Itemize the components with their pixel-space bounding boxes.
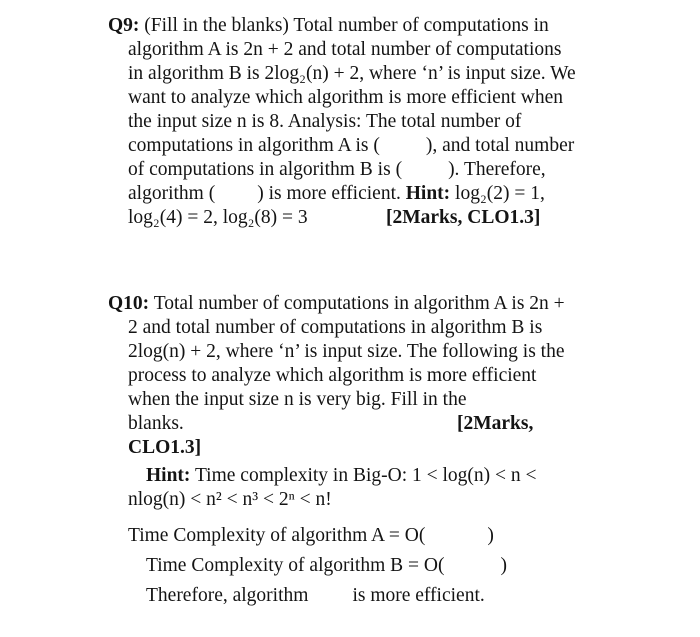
q10-tc-a-line — [128, 524, 494, 548]
q10-tc-a-close: ) — [487, 525, 494, 546]
q10-hint-label: Hint: — [146, 465, 191, 486]
q10-line-1 — [108, 292, 565, 316]
q9-line-5: the input size n is 8. Analysis: The total number of — [128, 111, 522, 132]
q9-number: Q9: — [108, 15, 140, 36]
q9-blank-c-suffix: ) is more efficient. — [257, 183, 401, 204]
q10-text-1: Total number of computations in algorithm A is 2n + — [153, 293, 565, 314]
q10-marks-b: CLO1.3] — [128, 437, 202, 458]
q10-hint-line-1 — [146, 464, 537, 488]
q9-blank-b-prefix: of computations in algorithm B is ( — [128, 159, 403, 180]
q9-blank-a-suffix: ), and total number — [425, 135, 575, 156]
q9-hint-text: log₂(2) = 1, — [455, 183, 545, 204]
q9-hint-label: Hint: — [405, 183, 451, 204]
q9-text-1: (Fill in the blanks) Total number of computations in — [144, 15, 549, 36]
q9-blank-b-suffix: ). Therefore, — [448, 159, 546, 180]
q9-line-2: algorithm A is 2n + 2 and total number of computations — [128, 39, 562, 60]
q10-line-3: 2log(n) + 2, where ‘n’ is input size. The following is the — [128, 341, 565, 362]
q10-marks-a: [2Marks, — [457, 413, 534, 434]
q10-line-6: blanks. — [128, 413, 184, 434]
q9-line-1 — [108, 14, 549, 38]
q9-line-9: log₂(4) = 2, log₂(8) = 3 — [128, 207, 308, 228]
q10-tc-b-line — [146, 554, 507, 578]
q10-line-2: 2 and total number of computations in algorithm B is — [128, 317, 543, 338]
q9-line-4: want to analyze which algorithm is more efficient when — [128, 87, 563, 108]
q9-blank-a-prefix: computations in algorithm A is ( — [128, 135, 380, 156]
q10-hint-line-2: nlog(n) < n² < n³ < 2ⁿ < n! — [128, 489, 332, 510]
q9-line-7 — [128, 158, 546, 182]
q10-tc-a-label: Time Complexity of algorithm A = O( — [128, 525, 426, 546]
q10-therefore-suffix: is more efficient. — [352, 585, 485, 606]
q10-line-4: process to analyze which algorithm is more efficient — [128, 365, 537, 386]
q10-number: Q10: — [108, 293, 150, 314]
q9-marks: [2Marks, CLO1.3] — [386, 207, 541, 228]
q10-tc-b-label: Time Complexity of algorithm B = O( — [146, 555, 445, 576]
q10-therefore-line — [146, 584, 485, 608]
q9-blank-c-prefix: algorithm ( — [128, 183, 216, 204]
q10-line-5: when the input size n is very big. Fill in the — [128, 389, 467, 410]
q10-hint-text: Time complexity in Big-O: 1 < log(n) < n < — [194, 465, 537, 486]
q9-line-3: in algorithm B is 2log₂(n) + 2, where ‘n’ is input size. We — [128, 63, 576, 84]
q10-therefore-prefix: Therefore, algorithm — [146, 585, 309, 606]
q9-line-6 — [128, 134, 574, 158]
q10-tc-b-close: ) — [500, 555, 507, 576]
q9-line-8 — [128, 182, 545, 206]
